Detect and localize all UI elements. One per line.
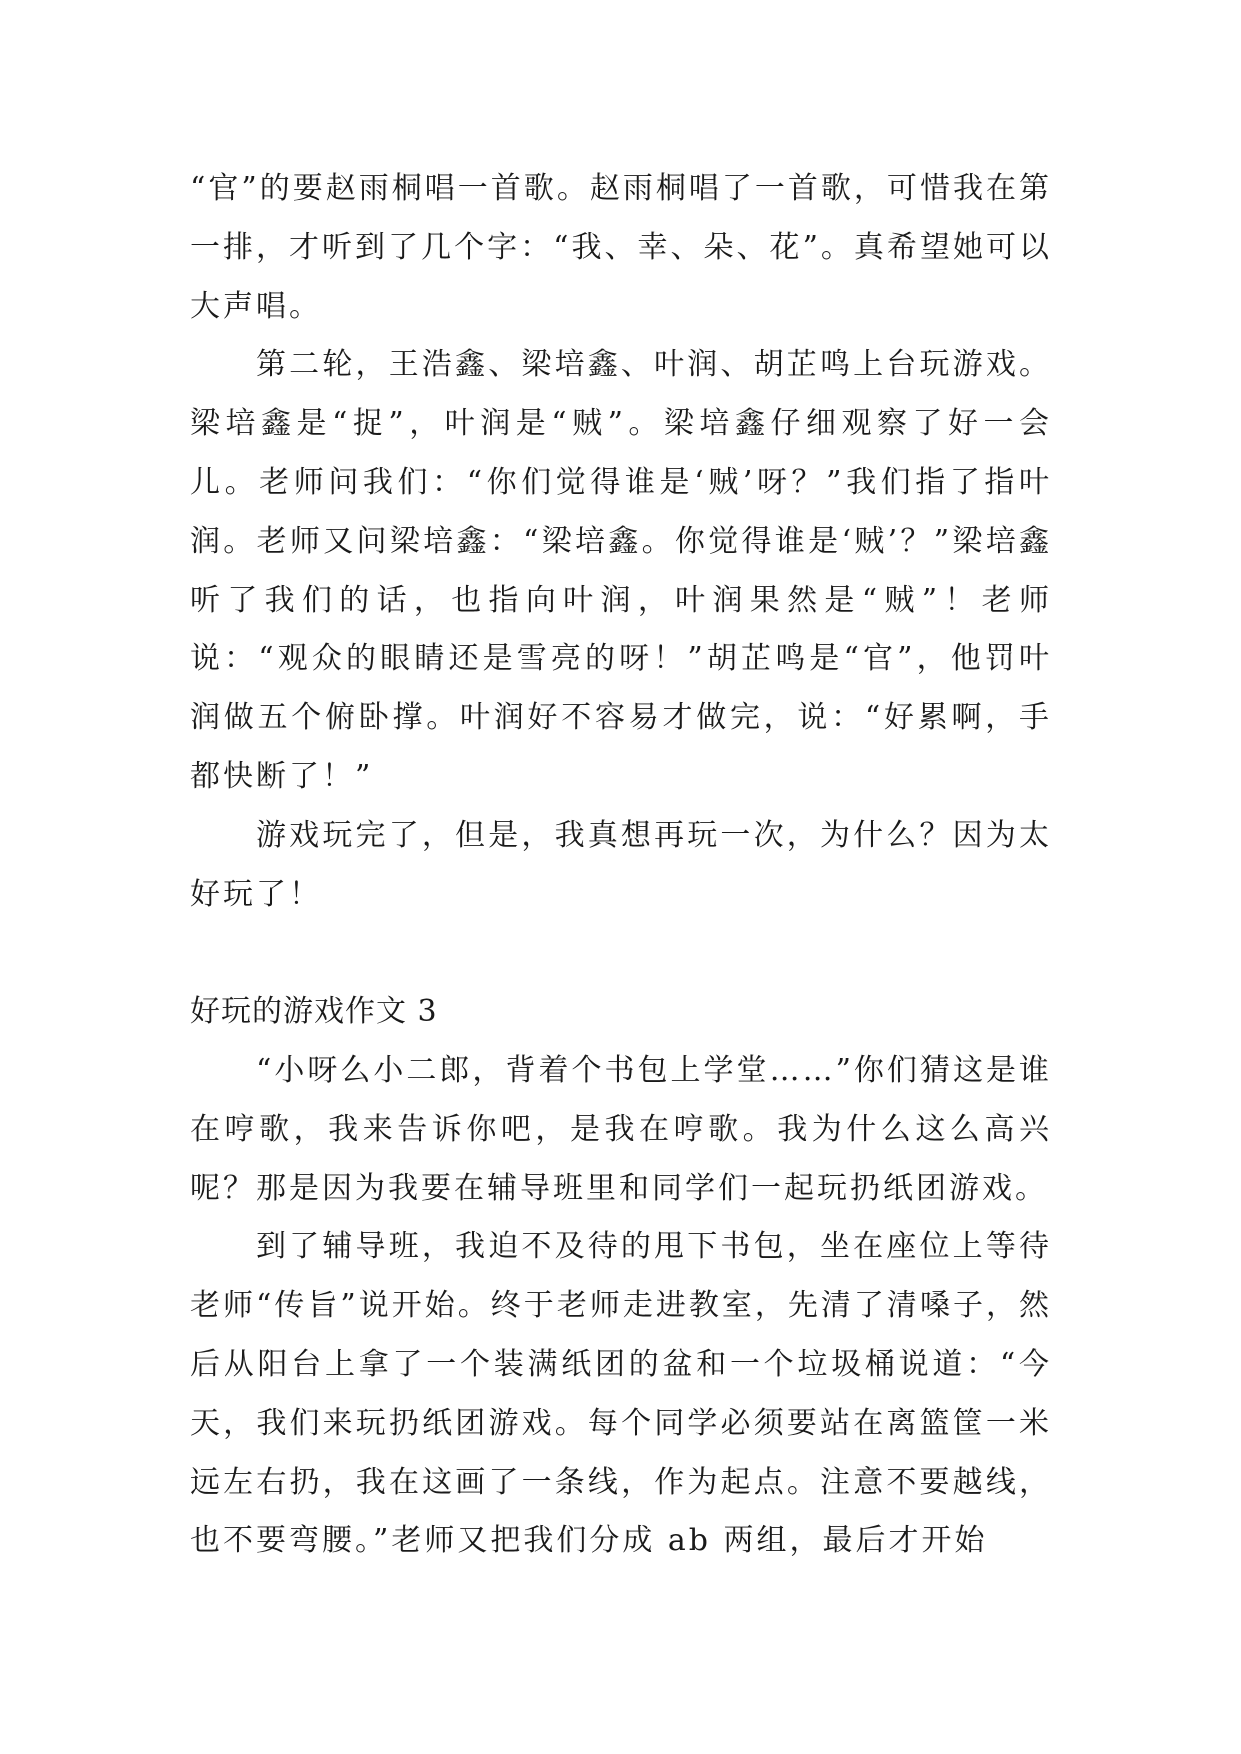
document-body — [190, 160, 1052, 1571]
section-gap — [190, 924, 1052, 983]
paragraph-5: 到了辅导班，我迫不及待的甩下书包，坐在座位上等待老师“传旨”说开始。终于老师走进教室，先清了清嗓子，然后从阳台上拿了一个装满纸团的盆和一个垃圾桶说道：“今天，我们来玩扔纸团游戏。每个同学必须要站在离篮筐一米远左右扔，我在这画了一条线，作为起点。注意不要越线，也不要弯腰。”老师又把我们分成 ab 两组，最后才开始 — [190, 1229, 1052, 1559]
section-title: 好玩的游戏作文 3 — [190, 994, 438, 1030]
paragraph-4: “小呀么小二郎，背着个书包上学堂……”你们猜这是谁在哼歌，我来告诉你吧，是我在哼歌。我为什么这么高兴呢？那是因为我要在辅导班里和同学们一起玩扔纸团游戏。 — [190, 1052, 1052, 1206]
paragraph-1: “官”的要赵雨桐唱一首歌。赵雨桐唱了一首歌，可惜我在第一排，才听到了几个字：“我、幸、朵、花”。真希望她可以大声唱。 — [190, 171, 1052, 324]
paragraph-2: 第二轮，王浩鑫、梁培鑫、叶润、胡芷鸣上台玩游戏。梁培鑫是“捉”，叶润是“贼”。梁培鑫仔细观察了好一会儿。老师问我们：“你们觉得谁是‘贼’呀？”我们指了指叶润。老师又问梁培鑫：“梁培鑫。你觉得谁是‘贼’？”梁培鑫听了我们的话，也指向叶润，叶润果然是“贼”！老师说：“观众的眼睛还是雪亮的呀！”胡芷鸣是“官”，他罚叶润做五个俯卧撑。叶润好不容易才做完，说：“好累啊，手都快断了！” — [190, 347, 1052, 794]
paragraph-3: 游戏玩完了，但是，我真想再玩一次，为什么？因为太好玩了！ — [190, 817, 1052, 912]
